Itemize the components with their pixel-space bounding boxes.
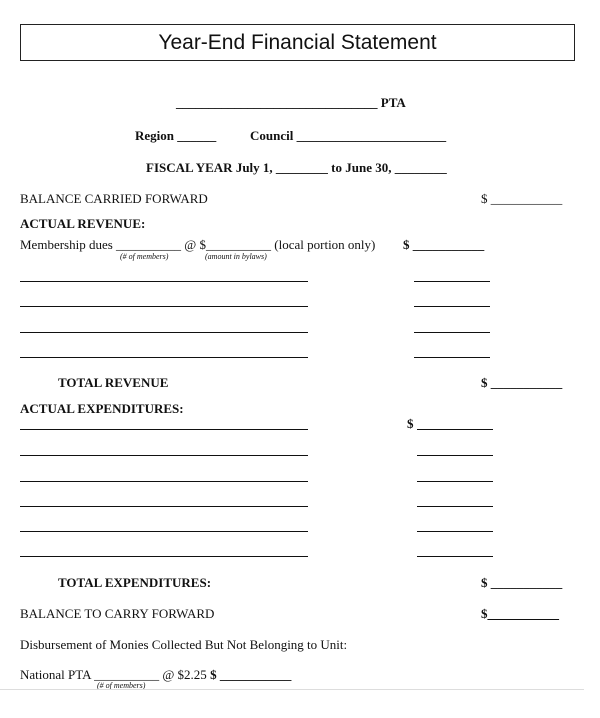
expenditure-line-6-description xyxy=(20,556,308,557)
region-blank: ______ xyxy=(177,128,217,143)
balance-to-carry-forward-blank: ___________ xyxy=(487,606,559,621)
expenditure-line-3-description xyxy=(20,481,308,482)
membership-dues-label: Membership dues xyxy=(20,237,113,252)
national-pta-members-blank: __________ xyxy=(94,667,160,682)
membership-amount-blank: __________ xyxy=(206,237,272,252)
page-title: Year-End Financial Statement xyxy=(20,24,575,61)
amount-bylaws-caption: (amount in bylaws) xyxy=(205,252,267,261)
expenditure-line-3-amount xyxy=(417,481,493,482)
national-pta-amount-blank: ___________ xyxy=(219,667,292,682)
national-pta-members-caption: (# of members) xyxy=(97,681,146,690)
membership-at: @ $ xyxy=(184,237,207,252)
balance-to-carry-forward-dollar: $ xyxy=(481,606,488,621)
expenditure-line-4-amount xyxy=(417,506,493,507)
total-revenue-amount: $ ___________ xyxy=(481,375,563,390)
balance-to-carry-forward-label: BALANCE TO CARRY FORWARD xyxy=(20,606,215,621)
revenue-line-2-amount xyxy=(414,306,490,307)
revenue-line-3-description xyxy=(20,332,308,333)
expenditure-line-4-description xyxy=(20,506,308,507)
revenue-line-4-amount xyxy=(414,357,490,358)
pta-label: PTA xyxy=(380,95,406,110)
expenditure-line-1-description xyxy=(20,429,308,430)
council-line xyxy=(250,128,446,144)
region-line xyxy=(135,128,216,144)
national-pta-dollar: $ xyxy=(210,667,217,682)
expenditure-line-6-amount xyxy=(417,556,493,557)
region-label: Region xyxy=(135,128,174,143)
expenditure-line-5-description xyxy=(20,531,308,532)
pta-name-line xyxy=(176,95,406,111)
disbursement-label: Disbursement of Monies Collected But Not Belonging to Unit: xyxy=(20,637,348,652)
membership-dues-amount: $ ___________ xyxy=(403,237,485,252)
page-bottom-divider xyxy=(0,689,584,690)
expenditure-line-2-amount xyxy=(417,455,493,456)
revenue-line-1-amount xyxy=(414,281,490,282)
total-expenditures-amount: $ ___________ xyxy=(481,575,563,590)
fiscal-year-line: FISCAL YEAR July 1, ________ to June 30, ________ xyxy=(146,160,447,175)
actual-revenue-heading: ACTUAL REVENUE: xyxy=(20,216,146,231)
total-expenditures-label: TOTAL EXPENDITURES: xyxy=(58,575,212,590)
revenue-line-3-amount xyxy=(414,332,490,333)
membership-dues-line xyxy=(20,237,375,253)
pta-name-blank: _______________________________ xyxy=(176,95,378,110)
expenditure-line-1-amount xyxy=(417,429,493,430)
expenditure-dollar-sign: $ xyxy=(407,416,414,431)
balance-carried-forward-amount: $ ___________ xyxy=(481,191,563,206)
total-revenue-label: TOTAL REVENUE xyxy=(58,375,169,390)
revenue-line-1-description xyxy=(20,281,308,282)
expenditure-line-5-amount xyxy=(417,531,493,532)
members-count-caption: (# of members) xyxy=(120,252,169,261)
national-pta-label: National PTA xyxy=(20,667,91,682)
council-label: Council xyxy=(250,128,294,143)
membership-note: (local portion only) xyxy=(274,237,376,252)
national-pta-rate: @ $2.25 xyxy=(162,667,207,682)
balance-to-carry-forward-amount xyxy=(481,606,559,622)
revenue-line-2-description xyxy=(20,306,308,307)
council-blank: _______________________ xyxy=(296,128,447,143)
membership-count-blank: __________ xyxy=(116,237,182,252)
revenue-line-4-description xyxy=(20,357,308,358)
expenditure-line-2-description xyxy=(20,455,308,456)
actual-expenditures-heading: ACTUAL EXPENDITURES: xyxy=(20,401,184,416)
national-pta-line xyxy=(20,667,291,683)
balance-carried-forward-label: BALANCE CARRIED FORWARD xyxy=(20,191,208,206)
